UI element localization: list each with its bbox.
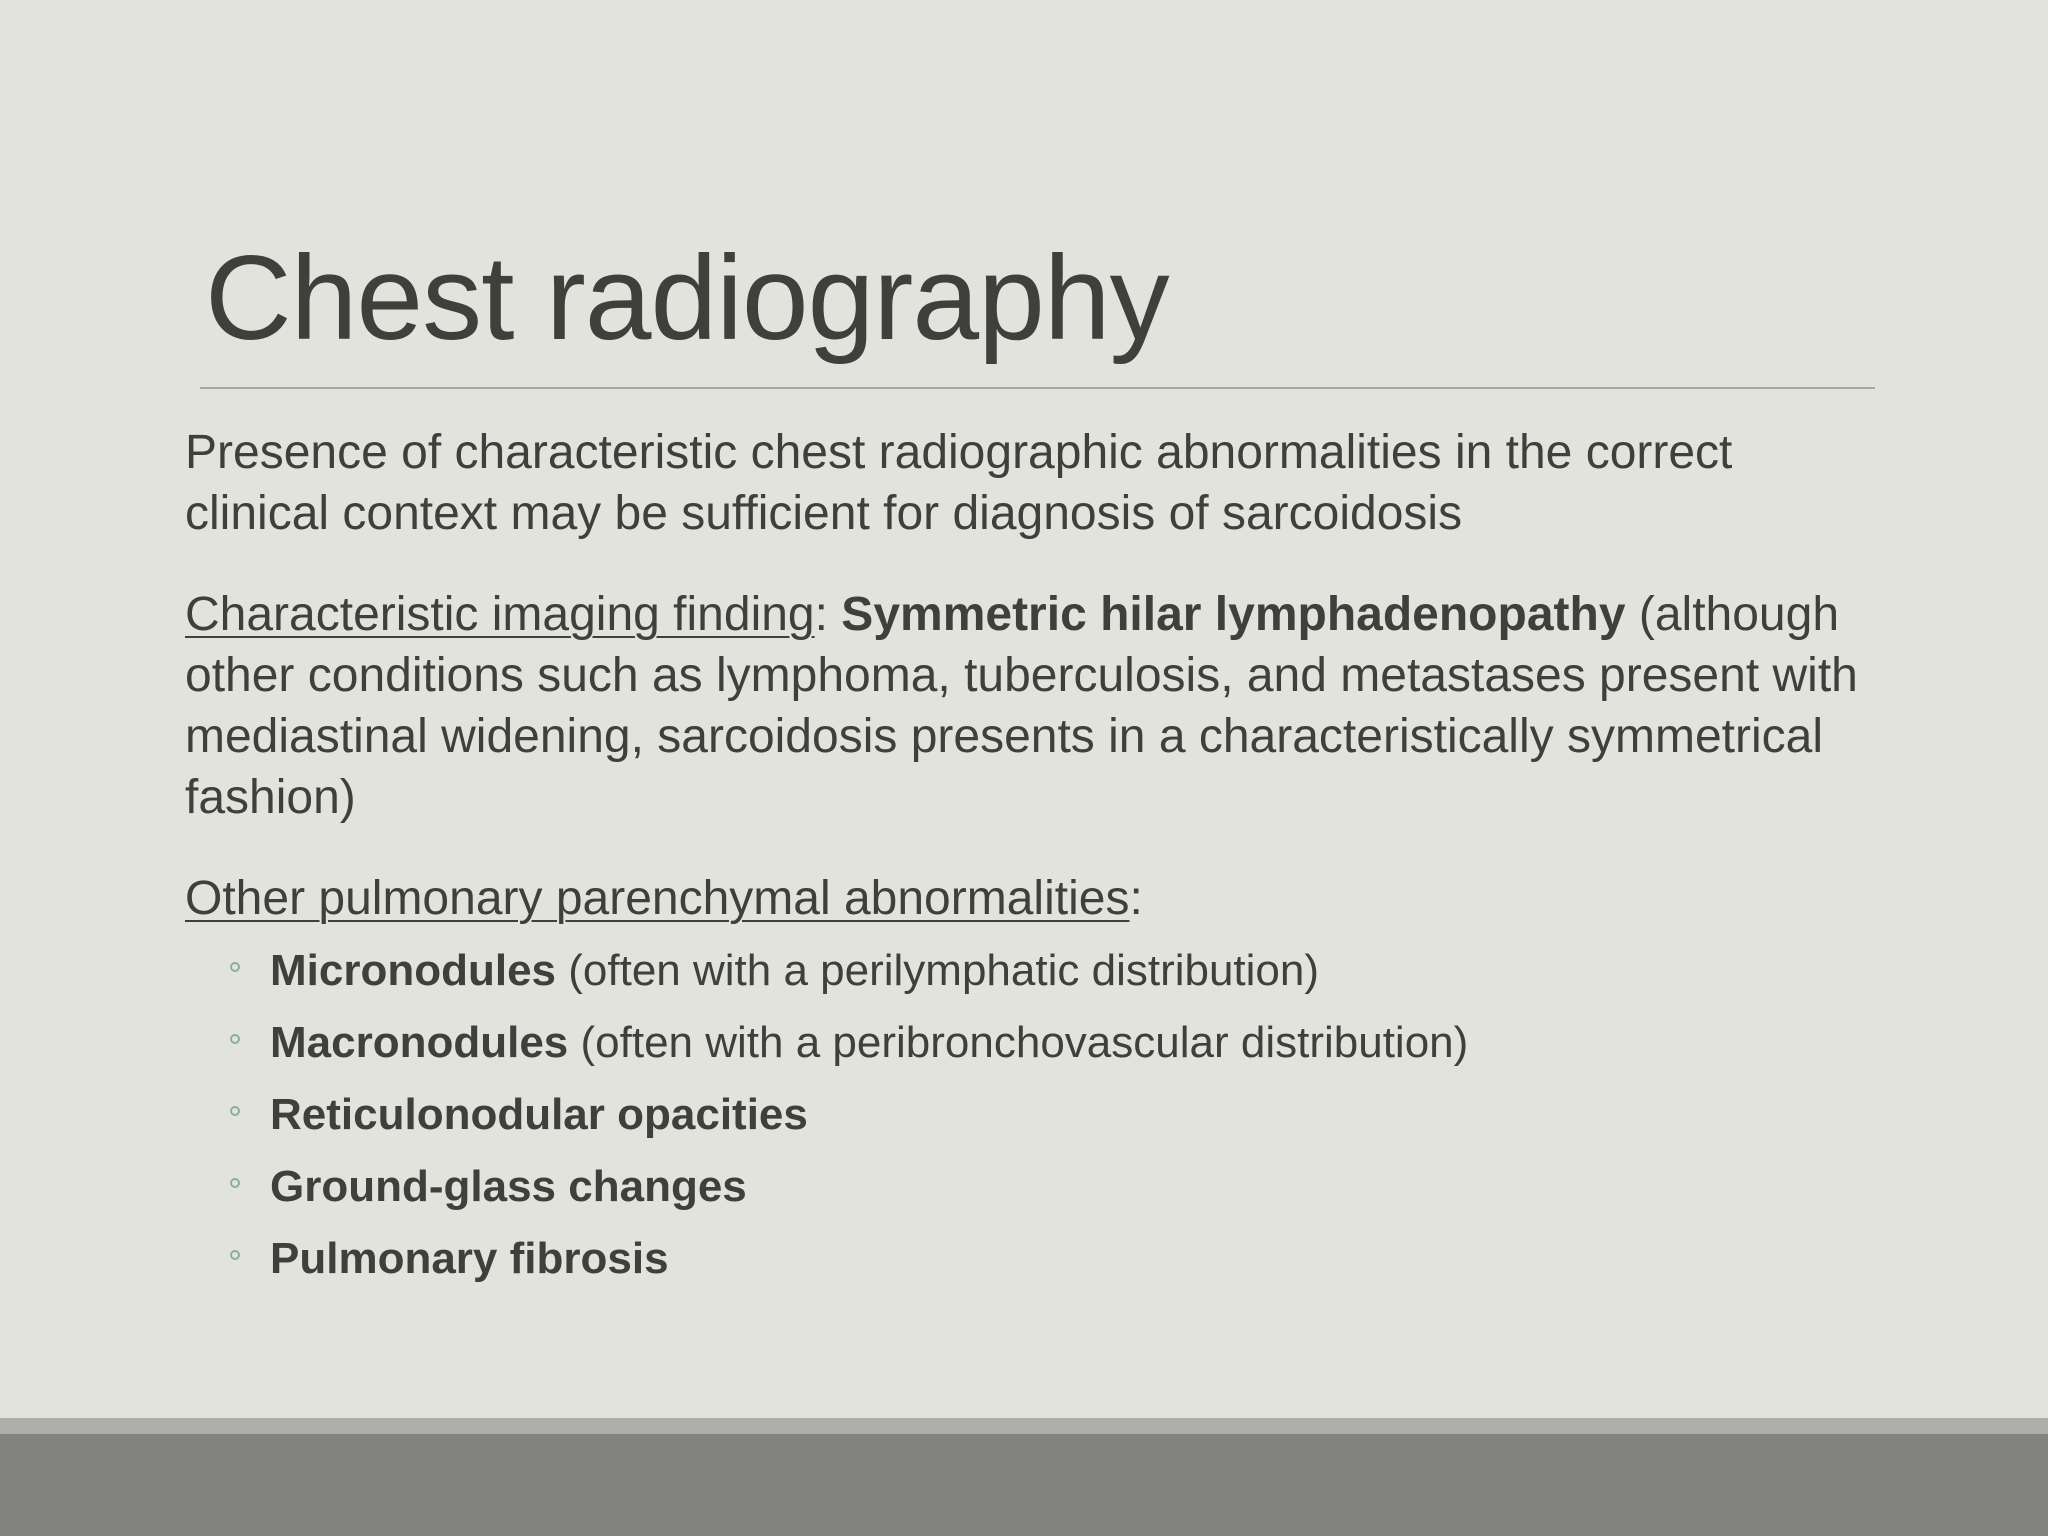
circle-bullet-icon [230, 962, 240, 972]
list-item [230, 1159, 1885, 1215]
other-abnormalities-colon: : [1129, 872, 1143, 925]
imaging-finding-detail: (although other conditions such as lymphoma, tuberculosis, and metastases present with mediastinal widening, sarcoidosis presents in a characteristically symmetrical fashion) [185, 588, 1858, 824]
list-item-bold: Reticulonodular opacities [270, 1090, 808, 1139]
circle-bullet-icon [230, 1106, 240, 1116]
circle-bullet-icon [230, 1250, 240, 1260]
abnormalities-list [185, 943, 1885, 1287]
imaging-finding-paragraph [185, 584, 1885, 828]
other-abnormalities-label: Other pulmonary parenchymal abnormalities [185, 872, 1130, 925]
list-item [230, 1087, 1885, 1143]
list-item-bold: Pulmonary fibrosis [270, 1234, 669, 1283]
list-item [230, 1015, 1885, 1071]
list-item [230, 1231, 1885, 1287]
list-item [230, 943, 1885, 999]
footer-band-light [0, 1418, 2048, 1434]
intro-paragraph [185, 422, 1885, 544]
intro-text: Presence of characteristic chest radiographic abnormalities in the correct clinical context may be sufficient for diagnosis of sarcoidosis [185, 426, 1733, 540]
slide-body [185, 422, 1885, 1303]
list-item-bold: Macronodules [270, 1018, 569, 1067]
list-item-text: (often with a peribronchovascular distribution) [568, 1018, 1469, 1067]
footer-band-dark [0, 1434, 2048, 1536]
imaging-finding-label: Characteristic imaging finding [185, 588, 815, 641]
list-item-bold: Ground-glass changes [270, 1162, 747, 1211]
imaging-finding-bold: Symmetric hilar lymphadenopathy [841, 588, 1626, 641]
imaging-finding-colon: : [814, 588, 842, 641]
other-abnormalities-paragraph [185, 868, 1885, 929]
title-divider [200, 387, 1875, 389]
circle-bullet-icon [230, 1178, 240, 1188]
list-item-bold: Micronodules [270, 946, 557, 995]
slide-title: Chest radiography [205, 231, 1169, 365]
circle-bullet-icon [230, 1034, 240, 1044]
list-item-text: (often with a perilymphatic distribution) [556, 946, 1320, 995]
